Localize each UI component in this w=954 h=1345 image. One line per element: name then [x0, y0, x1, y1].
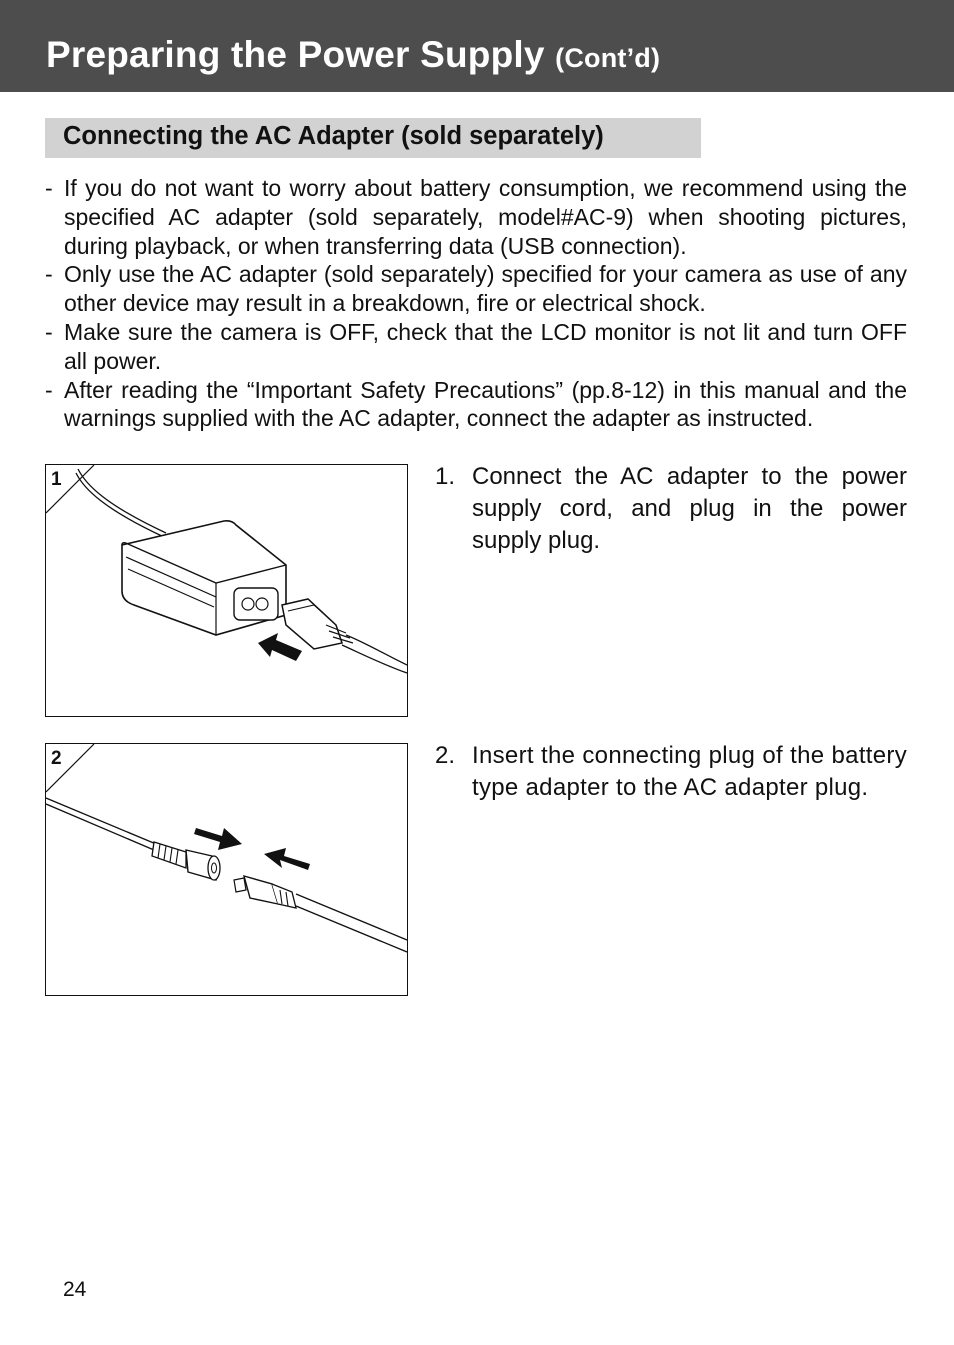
- bullet-text: If you do not want to worry about battery consumption, we recommend using the specified AC adapter (sold separately, model#AC-9) when shooting pictures, during playback, or when transferring data (USB connection).: [64, 175, 907, 259]
- bullet-text: After reading the “Important Safety Precautions” (pp.8-12) in this manual and the warnings supplied with the AC adapter, connect the adapter as instructed.: [64, 376, 907, 432]
- bullet-item: [45, 318, 907, 376]
- figure-ac-adapter-cord: [45, 464, 408, 717]
- figure-number: 1: [51, 469, 62, 490]
- step-text: Insert the connecting plug of the battery type adapter to the AC adapter plug.: [472, 742, 907, 801]
- bullet-marker: -: [45, 175, 53, 201]
- page-title-main: Preparing the Power Supply: [46, 34, 545, 75]
- page-number: 24: [63, 1278, 87, 1301]
- plug-connection-illustration: [46, 744, 407, 995]
- bullet-item: [45, 174, 907, 260]
- step-number: 1.: [435, 463, 456, 490]
- bullet-marker: -: [45, 376, 53, 403]
- step-item: [435, 740, 907, 804]
- section-heading-bar: [45, 118, 701, 158]
- page-header: [0, 0, 954, 92]
- step-item: [435, 461, 907, 557]
- bullet-list: [45, 174, 907, 433]
- bullet-item: [45, 260, 907, 318]
- ac-adapter-illustration: [46, 465, 407, 716]
- step-text: Connect the AC adapter to the power supply cord, and plug in the power supply plug.: [472, 463, 907, 554]
- bullet-item: [45, 376, 907, 434]
- bullet-marker: -: [45, 318, 53, 345]
- step-number: 2.: [435, 742, 456, 769]
- bullet-text: Make sure the camera is OFF, check that the LCD monitor is not lit and turn OFF all power.: [64, 318, 907, 374]
- bullet-text: Only use the AC adapter (sold separately) specified for your camera as use of any other device may result in a breakdown, fire or electrical shock.: [64, 261, 907, 317]
- page-title-contd: (Cont’d): [555, 43, 661, 73]
- figure-connecting-plugs: [45, 743, 408, 996]
- section-title: Connecting the AC Adapter (sold separately): [63, 122, 604, 150]
- bullet-marker: -: [45, 261, 53, 288]
- figure-number: 2: [51, 748, 62, 769]
- page-title: [46, 34, 660, 76]
